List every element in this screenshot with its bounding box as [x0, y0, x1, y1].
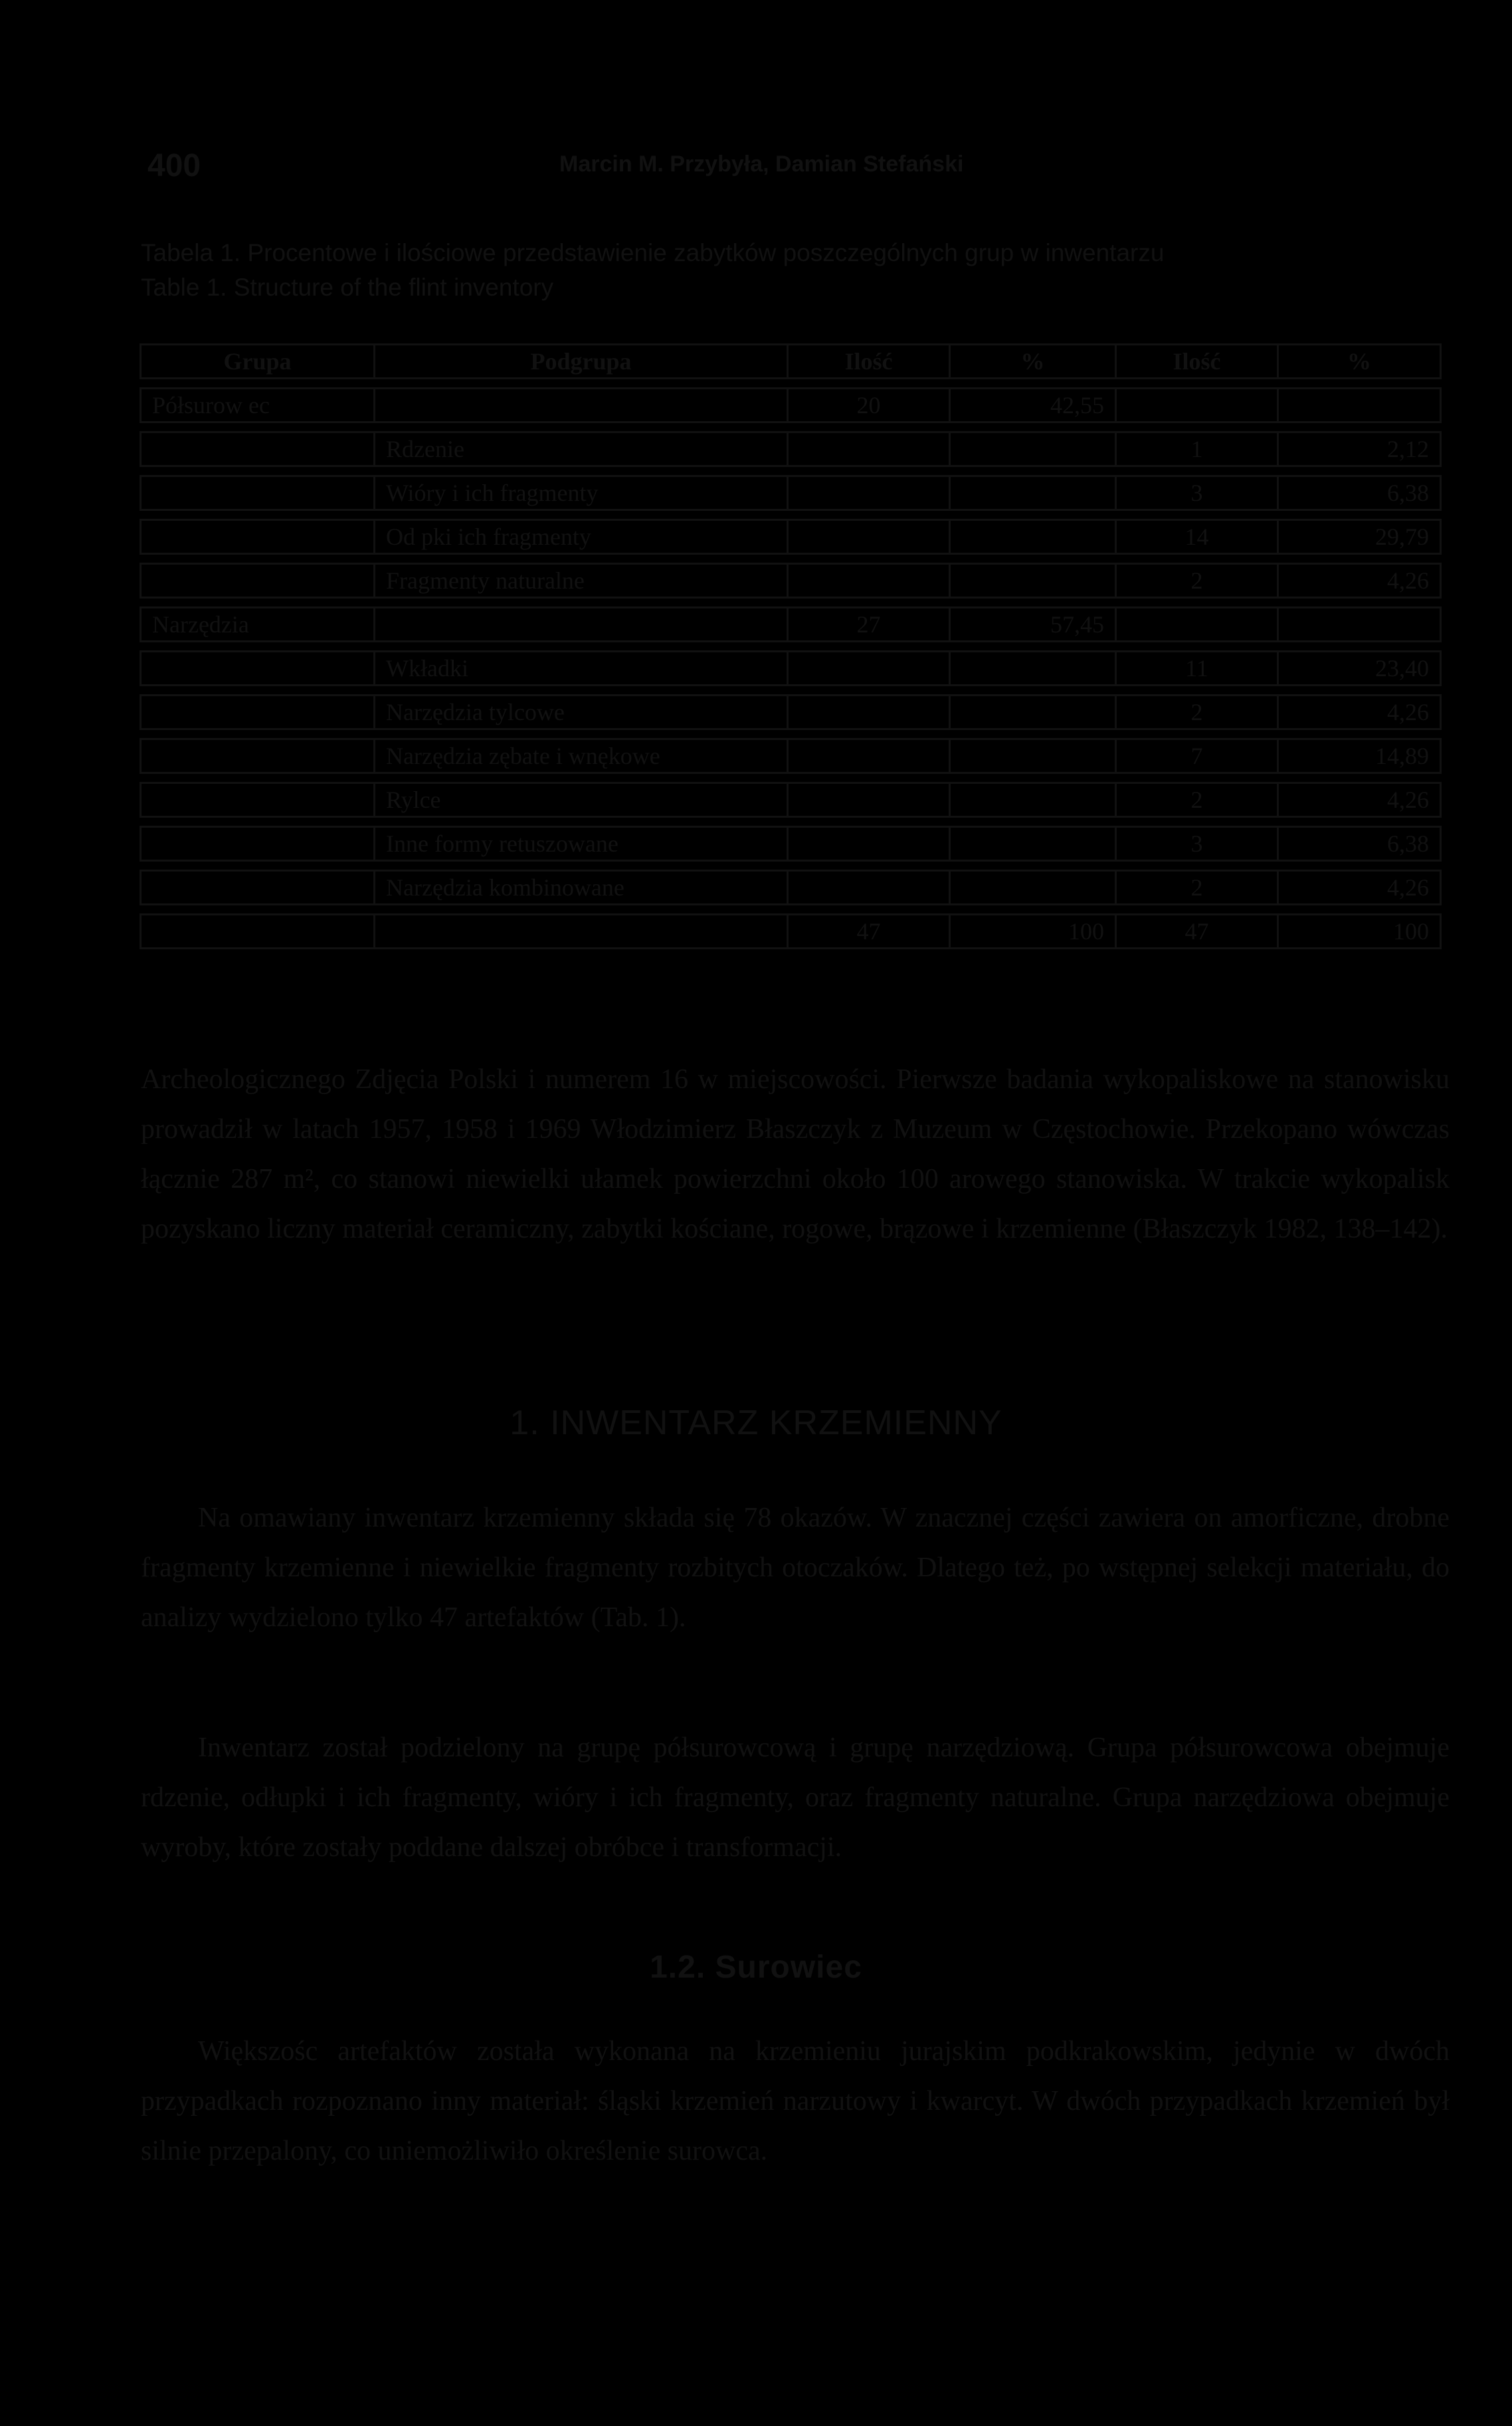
table-cell — [1115, 387, 1277, 423]
table-cell: 27 — [787, 606, 949, 642]
header-grupa: Grupa — [140, 343, 373, 379]
table-cell — [1277, 606, 1442, 642]
table-cell: 6,38 — [1277, 826, 1442, 862]
table-cell — [787, 519, 949, 555]
table-cell — [949, 431, 1115, 467]
running-header-authors: Marcin M. Przybyła, Damian Stefański — [559, 151, 964, 177]
header-podgrupa: Podgrupa — [373, 343, 787, 379]
section-title-flint-inventory: 1. INWENTARZ KRZEMIENNY — [510, 1404, 1002, 1442]
table-cell: 6,38 — [1277, 475, 1442, 511]
table-cell: 3 — [1115, 826, 1277, 862]
table-cell — [949, 870, 1115, 905]
table-cell: Rylce — [373, 782, 787, 818]
table-cell: 2 — [1115, 694, 1277, 730]
table-cell — [949, 563, 1115, 599]
table-row — [140, 475, 1442, 511]
table-cell: 1 — [1115, 431, 1277, 467]
table-cell — [373, 387, 787, 423]
table-cell — [787, 870, 949, 905]
table-cell: 100 — [949, 913, 1115, 949]
table-row — [140, 826, 1442, 862]
table-row — [140, 650, 1442, 686]
table-cell — [949, 475, 1115, 511]
table-row — [140, 606, 1442, 642]
table-cell: 14,89 — [1277, 738, 1442, 774]
table-cell: 14 — [1115, 519, 1277, 555]
table-cell — [140, 563, 373, 599]
section-title-raw-material: 1.2. Surowiec — [650, 1950, 862, 1985]
table-cell — [787, 782, 949, 818]
table-cell: 2 — [1115, 870, 1277, 905]
table-row — [140, 387, 1442, 423]
table-cell — [140, 738, 373, 774]
table-cell: 4,26 — [1277, 782, 1442, 818]
table-row — [140, 782, 1442, 818]
table-cell — [949, 782, 1115, 818]
table-cell: Narzędzia kombinowane — [373, 870, 787, 905]
table-cell — [1115, 606, 1277, 642]
table-cell: 2 — [1115, 563, 1277, 599]
table-cell: Rdzenie — [373, 431, 787, 467]
table-cell — [140, 431, 373, 467]
table-cell: 4,26 — [1277, 694, 1442, 730]
table-row — [140, 694, 1442, 730]
table-cell: Wkładki — [373, 650, 787, 686]
table-cell: 23,40 — [1277, 650, 1442, 686]
table-cell: 42,55 — [949, 387, 1115, 423]
table-cell — [373, 606, 787, 642]
table-row — [140, 431, 1442, 467]
table-cell — [949, 519, 1115, 555]
table-caption-en: Table 1. Structure of the flint inventory — [141, 274, 554, 301]
table-cell — [787, 563, 949, 599]
table-cell: 47 — [1115, 913, 1277, 949]
header-ilosc-1: Ilość — [787, 343, 949, 379]
table-row — [140, 563, 1442, 599]
table-cell — [140, 870, 373, 905]
paragraph-inventory-count: Na omawiany inwentarz krzemienny składa się 78 okazów. W znacznej części zawiera on amorficzne, drobne fragmenty krzemienne i niewielkie fragmenty rozbitych otoczaków. Dlatego też, po wstępnej selekcji materiału, do analizy wydzielono tylko 47 artefaktów (Tab. 1). — [141, 1503, 1450, 1633]
flint-inventory-table — [140, 335, 1442, 957]
table-row — [140, 913, 1442, 949]
table-cell — [140, 519, 373, 555]
table-cell: 100 — [1277, 913, 1442, 949]
table-cell — [140, 913, 373, 949]
table-cell: 4,26 — [1277, 563, 1442, 599]
table-cell — [787, 738, 949, 774]
table-cell — [373, 913, 787, 949]
table-cell: 4,26 — [1277, 870, 1442, 905]
table-cell — [787, 650, 949, 686]
table-row — [140, 519, 1442, 555]
table-cell: Półsurow ec — [140, 387, 373, 423]
table-cell — [949, 650, 1115, 686]
table-cell: 29,79 — [1277, 519, 1442, 555]
table-cell: Wióry i ich fragmenty — [373, 475, 787, 511]
table-cell: Narzędzia — [140, 606, 373, 642]
table-cell: Narzędzia tylcowe — [373, 694, 787, 730]
table-cell — [140, 650, 373, 686]
paragraph-raw-material: Większośc artefaktów została wykonana na krzemieniu jurajskim podkrakowskim, jedynie w dwóch przypadkach rozpoznano inny materiał: śląski krzemień narzutowy i kwarcyt. W dwóch przypadkach krzemień był silnie przepalony, co uniemożliwiło określenie surowca. — [141, 2036, 1450, 2166]
table-cell: Od pki ich fragmenty — [373, 519, 787, 555]
table-cell: Narzędzia zębate i wnękowe — [373, 738, 787, 774]
table-cell: Inne formy retuszowane — [373, 826, 787, 862]
table-cell: 47 — [787, 913, 949, 949]
paragraph-inventory-groups: Inwentarz został podzielony na grupę półsurowcową i grupę narzędziową. Grupa półsurowcowa obejmuje rdzenie, odłupki i ich fragmenty, wióry i ich fragmenty, oraz fragmenty naturalne. Grupa narzędziowa obejmuje wyroby, które zostały poddane dalszej obróbce i transformacji. — [141, 1732, 1450, 1863]
table-row — [140, 738, 1442, 774]
table-cell — [140, 782, 373, 818]
table-cell: 20 — [787, 387, 949, 423]
table-cell: 7 — [1115, 738, 1277, 774]
table-cell — [787, 475, 949, 511]
table-cell — [949, 738, 1115, 774]
table-cell — [787, 431, 949, 467]
table-cell: 11 — [1115, 650, 1277, 686]
header-ilosc-2: Ilość — [1115, 343, 1277, 379]
table-cell: 3 — [1115, 475, 1277, 511]
table-header-row — [140, 343, 1442, 379]
table-cell — [1277, 387, 1442, 423]
table-cell — [787, 826, 949, 862]
table-cell — [949, 826, 1115, 862]
table-caption-pl: Tabela 1. Procentowe i ilościowe przedstawienie zabytków poszczególnych grup w inwentarzu — [141, 239, 1165, 266]
header-percent-1: % — [949, 343, 1115, 379]
table-row — [140, 870, 1442, 905]
table-cell — [140, 826, 373, 862]
table-cell: Fragmenty naturalne — [373, 563, 787, 599]
table-cell: 57,45 — [949, 606, 1115, 642]
table-cell: 2,12 — [1277, 431, 1442, 467]
table-cell — [787, 694, 949, 730]
table-cell: 2 — [1115, 782, 1277, 818]
table-body — [140, 387, 1442, 949]
table-cell — [140, 475, 373, 511]
paragraph-site-history: Archeologicznego Zdjęcia Polski i numerem 16 w miejscowości. Pierwsze badania wykopaliskowe na stanowisku prowadził w latach 1957, 1958 i 1969 Włodzimierz Błaszczyk z Muzeum w Częstochowie. Przekopano wówczas łącznie 287 m², co stanowi niewielki ułamek powierzchni około 100 arowego stanowiska. W trakcie wykopalisk pozyskano liczny materiał ceramiczny, zabytki kościane, rogowe, brązowe i krzemienne (Błaszczyk 1982, 138–142). — [141, 1064, 1450, 1244]
header-percent-2: % — [1277, 343, 1442, 379]
page-number: 400 — [147, 148, 201, 183]
table-cell — [949, 694, 1115, 730]
table-cell — [140, 694, 373, 730]
